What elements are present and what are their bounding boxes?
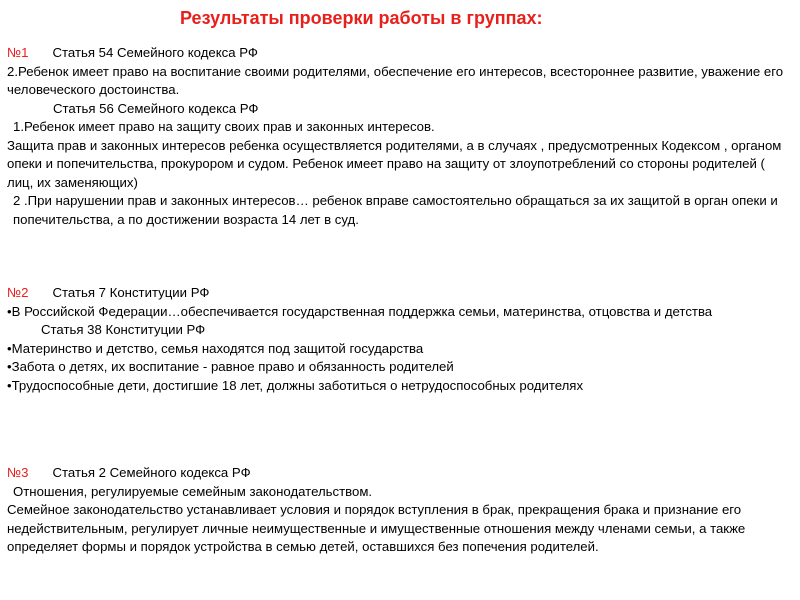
section-1-header (7, 44, 793, 63)
section-number: №1 (7, 45, 29, 60)
bullet-item: •Трудоспособные дети, достигшие 18 лет, должны заботиться о нетрудоспособных родителях (7, 377, 584, 393)
page-title: Результаты проверки работы в группах: (180, 8, 543, 28)
section-number: №3 (7, 465, 29, 480)
article-paragraph-continued: Защита прав и законных интересов ребенка осуществляется родителями, а в случаях , предусмотренных Кодексом , органом опеки и попечительства, прокурором и судом. Ребенок имеет право на защиту от злоупотреблений со стороны родителей ( лиц, их заменяющих) (7, 137, 782, 190)
bullet-item: •В Российской Федерации…обеспечивается государственная поддержка семьи, материнства, отцовства и детства (7, 303, 713, 319)
article-paragraph: 1.Ребенок имеет право на защиту своих прав и законных интересов. (13, 119, 435, 134)
article-text: Семейное законодательство устанавливает условия и порядок вступления в брак, прекращения брака и признание его недействительным, регулирует личные неимущественные и имущественные отношения между членами семьи, а также определяет формы и порядок устройства в семью детей, оставшихся без попечения родителей. (7, 502, 746, 554)
bullet-item: •Материнство и детство, семья находятся под защитой государства (7, 340, 424, 356)
article-subtitle: Отношения, регулируемые семейным законодательством. (13, 483, 373, 499)
section-2 (7, 284, 793, 395)
section-3 (7, 464, 793, 557)
section-number: №2 (7, 285, 29, 300)
article-title: Статья 56 Семейного кодекса РФ (53, 100, 259, 116)
bullet-item: •Забота о детях, их воспитание - равное право и обязанность родителей (7, 359, 454, 374)
section-2-header (7, 284, 793, 303)
article-paragraph: 2 .При нарушении прав и законных интересов… ребенок вправе самостоятельно обращаться за их защитой в орган опеки и попечительства, а по достижении возраста 14 лет в суд. (13, 193, 778, 227)
section-1 (7, 44, 793, 229)
article-text: 2.Ребенок имеет право на воспитание своими родителями, обеспечение его интересов, всестороннее развитие, уважение его человеческого достоинства. (7, 63, 784, 97)
section-3-header (7, 464, 793, 483)
article-title: Статья 38 Конституции РФ (41, 322, 206, 337)
article-title: Статья 2 Семейного кодекса РФ (52, 465, 251, 480)
article-title: Статья 54 Семейного кодекса РФ (52, 45, 258, 60)
article-title: Статья 7 Конституции РФ (52, 285, 210, 300)
